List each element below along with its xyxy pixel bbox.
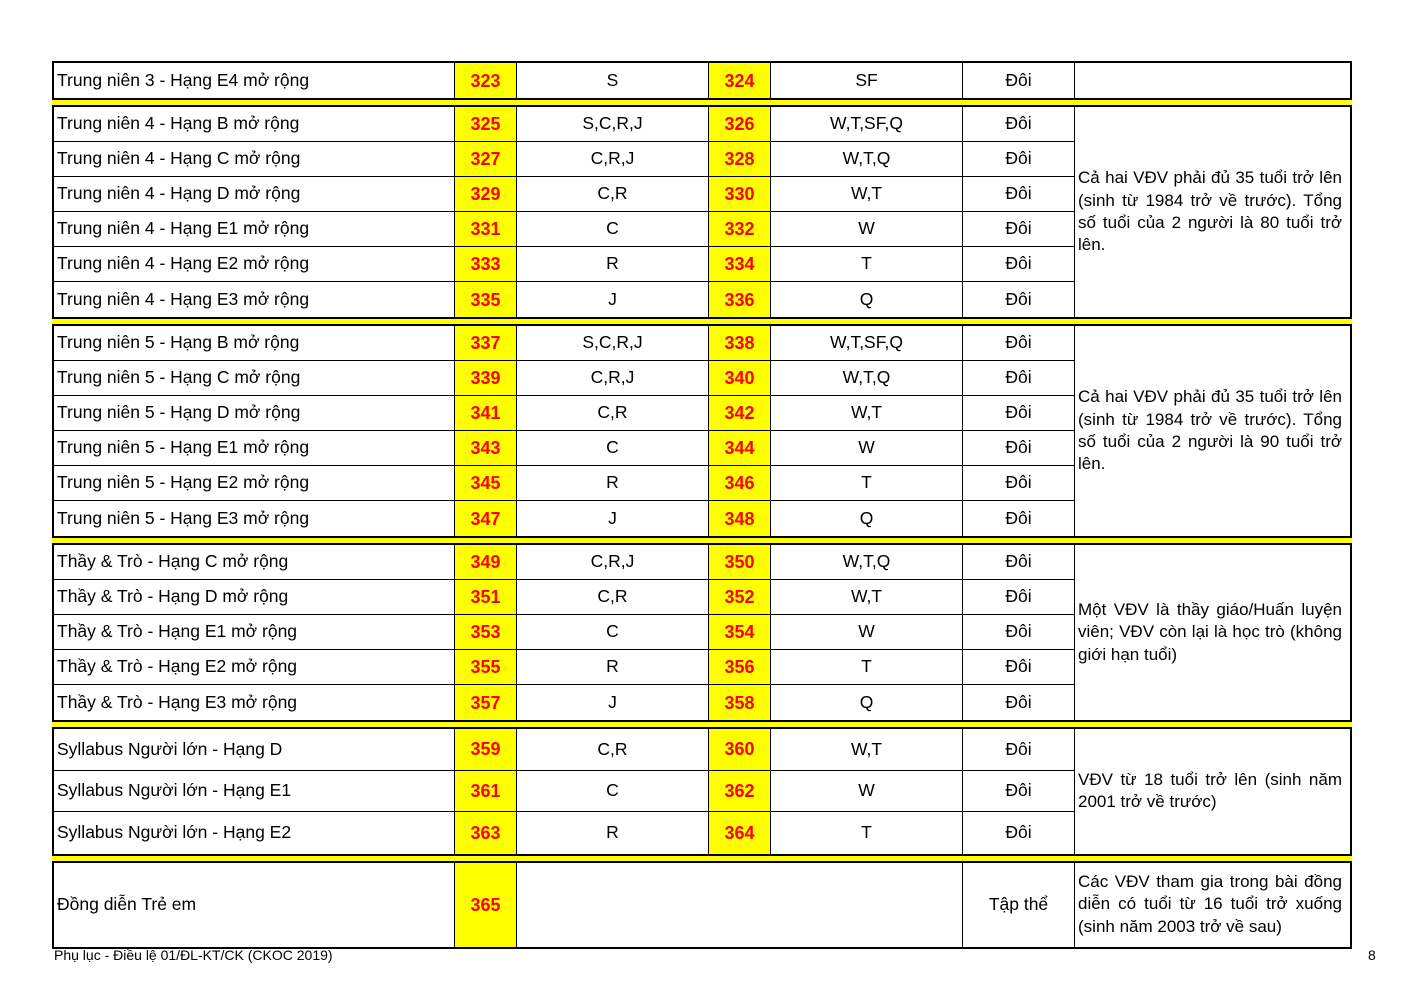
event-name: Thầy & Trò - Hạng E1 mở rộng — [54, 615, 455, 650]
dance-list: J — [517, 282, 709, 317]
table-row — [54, 396, 1074, 431]
eligibility-note: Một VĐV là thầy giáo/Huấn luyện viên; VĐV còn lại là học trò (không giới hạn tuổi) — [1074, 545, 1350, 720]
event-type: Đôi — [963, 142, 1074, 177]
dance-list-2: W,T,Q — [771, 142, 963, 177]
event-name: Thầy & Trò - Hạng E3 mở rộng — [54, 685, 455, 720]
event-name: Trung niên 5 - Hạng B mở rộng — [54, 326, 455, 361]
table-row — [54, 107, 1074, 142]
eligibility-note: Cả hai VĐV phải đủ 35 tuổi trở lên (sinh từ 1984 trở về trước). Tổng số tuổi của 2 người là 90 tuổi trở lên. — [1074, 326, 1350, 536]
event-rows — [54, 63, 1074, 98]
event-type: Đôi — [1005, 822, 1032, 842]
dance-list-2: W,T,SF,Q — [771, 107, 963, 142]
event-code: 365 — [455, 863, 517, 947]
dance-list: C,R,J — [517, 142, 709, 177]
table-row — [54, 212, 1074, 247]
dance-list: R — [517, 466, 709, 501]
event-code: 323 — [455, 63, 517, 98]
event-type: Đôi — [963, 431, 1074, 466]
table-row — [54, 177, 1074, 212]
table-row — [54, 142, 1074, 177]
event-type: Đôi — [963, 247, 1074, 282]
event-name: Trung niên 3 - Hạng E4 mở rộng — [54, 63, 455, 98]
event-name: Trung niên 5 - Hạng C mở rộng — [54, 361, 455, 396]
event-name: Đồng diễn Trẻ em — [54, 863, 455, 947]
dance-list: C — [517, 615, 709, 650]
table-row — [54, 361, 1074, 396]
dance-list-2: W — [771, 615, 963, 650]
dance-list-2: W — [771, 771, 963, 813]
table-row — [54, 247, 1074, 282]
event-group — [52, 729, 1352, 854]
event-name: Trung niên 5 - Hạng E2 mở rộng — [54, 466, 455, 501]
table-row — [54, 545, 1074, 580]
event-code: 353 — [455, 615, 517, 650]
dance-list-2: W,T — [771, 177, 963, 212]
event-group — [52, 63, 1352, 98]
eligibility-note: Cả hai VĐV phải đủ 35 tuổi trở lên (sinh từ 1984 trở về trước). Tổng số tuổi của 2 người là 80 tuổi trở lên. — [1074, 107, 1350, 317]
event-code-2: 358 — [709, 685, 771, 720]
event-name: Syllabus Người lớn - Hạng D — [54, 729, 455, 771]
dance-list-2: W,T — [771, 396, 963, 431]
event-group — [52, 545, 1352, 720]
event-type: Đôi — [963, 212, 1074, 247]
event-rows — [54, 729, 1074, 854]
table-row — [54, 729, 1074, 771]
event-type: Đôi — [963, 729, 1074, 771]
dance-list: J — [517, 501, 709, 536]
event-type: Đôi — [1005, 691, 1032, 712]
group-separator — [52, 98, 1352, 107]
dance-list-2: SF — [771, 63, 963, 98]
event-name: Thầy & Trò - Hạng C mở rộng — [54, 545, 455, 580]
event-type: Đôi — [963, 545, 1074, 580]
event-code-2: 360 — [709, 729, 771, 771]
event-group — [52, 326, 1352, 536]
dance-list-2: T — [771, 812, 963, 854]
dance-list-2: W,T — [771, 580, 963, 615]
event-name: Thầy & Trò - Hạng E2 mở rộng — [54, 650, 455, 685]
group-separator — [52, 536, 1352, 545]
dance-list-2: W,T,Q — [771, 361, 963, 396]
event-rows — [54, 326, 1074, 536]
eligibility-note — [1074, 63, 1350, 98]
dance-list: R — [517, 650, 709, 685]
dance-list-2: W — [771, 212, 963, 247]
dance-list-2: Q — [771, 501, 963, 536]
event-code-2: 346 — [709, 466, 771, 501]
table-row — [54, 580, 1074, 615]
event-code: 343 — [455, 431, 517, 466]
page-number: 8 — [1368, 947, 1376, 963]
event-code-2: 326 — [709, 107, 771, 142]
event-code: 359 — [455, 729, 517, 771]
event-type: Đôi — [963, 396, 1074, 431]
event-code: 327 — [455, 142, 517, 177]
dance-list: C — [517, 431, 709, 466]
dance-list: S,C,R,J — [517, 326, 709, 361]
event-code-2: 342 — [709, 396, 771, 431]
table-row — [54, 431, 1074, 466]
dance-list: S,C,R,J — [517, 107, 709, 142]
event-code: 357 — [455, 685, 517, 720]
event-code-2: 336 — [709, 282, 771, 317]
event-name: Trung niên 4 - Hạng E2 mở rộng — [54, 247, 455, 282]
event-code-2: 334 — [709, 247, 771, 282]
event-code: 325 — [455, 107, 517, 142]
event-code-2: 352 — [709, 580, 771, 615]
event-code: 347 — [455, 501, 517, 536]
event-rows — [54, 863, 1074, 947]
event-group — [52, 863, 1352, 947]
event-code-2: 338 — [709, 326, 771, 361]
event-code-2: 324 — [709, 63, 771, 98]
dance-list-2: T — [771, 466, 963, 501]
event-code-2: 332 — [709, 212, 771, 247]
table-row — [54, 326, 1074, 361]
eligibility-note: VĐV từ 18 tuổi trở lên (sinh năm 2001 trở về trước) — [1074, 729, 1350, 854]
event-name: Thầy & Trò - Hạng D mở rộng — [54, 580, 455, 615]
event-code-2: 362 — [709, 771, 771, 813]
dance-list-2: Q — [771, 685, 963, 720]
dance-list: R — [517, 247, 709, 282]
event-code: 355 — [455, 650, 517, 685]
event-code-2: 354 — [709, 615, 771, 650]
event-type: Tập thể — [988, 893, 1049, 914]
event-type: Đôi — [963, 177, 1074, 212]
event-name: Trung niên 5 - Hạng E1 mở rộng — [54, 431, 455, 466]
event-code-2: 328 — [709, 142, 771, 177]
event-code-2: 364 — [709, 812, 771, 854]
dance-list: C,R,J — [517, 361, 709, 396]
event-group — [52, 107, 1352, 317]
event-type: Đôi — [963, 650, 1074, 685]
dance-list: C — [517, 212, 709, 247]
dance-list-2: T — [771, 650, 963, 685]
dance-list: C,R — [517, 177, 709, 212]
event-type: Đôi — [1005, 288, 1032, 309]
dance-list: S — [517, 63, 709, 98]
event-code: 349 — [455, 545, 517, 580]
event-name: Trung niên 4 - Hạng D mở rộng — [54, 177, 455, 212]
event-type: Đôi — [963, 107, 1074, 142]
event-code-2: 330 — [709, 177, 771, 212]
table-row — [54, 466, 1074, 501]
table-row — [54, 282, 1074, 317]
event-type: Đôi — [963, 615, 1074, 650]
event-code: 333 — [455, 247, 517, 282]
event-code: 345 — [455, 466, 517, 501]
table-row — [54, 812, 1074, 854]
event-type: Đôi — [963, 580, 1074, 615]
event-code: 337 — [455, 326, 517, 361]
dance-list-2: T — [771, 247, 963, 282]
event-code: 341 — [455, 396, 517, 431]
dance-list-2: W,T,SF,Q — [771, 326, 963, 361]
eligibility-note: Các VĐV tham gia trong bài đồng diễn có tuổi từ 16 tuổi trở xuống (sinh năm 2003 trở về sau) — [1074, 863, 1350, 947]
event-code: 363 — [455, 812, 517, 854]
table-row — [54, 63, 1074, 98]
dance-list: C,R — [517, 580, 709, 615]
dance-list-2: W,T — [771, 729, 963, 771]
empty-merged-cell — [517, 863, 963, 947]
dance-list-2: W — [771, 431, 963, 466]
event-code-2: 340 — [709, 361, 771, 396]
dance-list-2: Q — [771, 282, 963, 317]
dance-list: C,R,J — [517, 545, 709, 580]
event-name: Trung niên 5 - Hạng D mở rộng — [54, 396, 455, 431]
table-row — [54, 501, 1074, 536]
table-row — [54, 650, 1074, 685]
event-code: 361 — [455, 771, 517, 813]
event-type: Đôi — [963, 361, 1074, 396]
dance-list: C,R — [517, 729, 709, 771]
event-name: Trung niên 5 - Hạng E3 mở rộng — [54, 501, 455, 536]
event-code-2: 356 — [709, 650, 771, 685]
group-separator — [52, 720, 1352, 729]
event-name: Trung niên 4 - Hạng E3 mở rộng — [54, 282, 455, 317]
event-type: Đôi — [963, 326, 1074, 361]
event-type: Đôi — [963, 771, 1074, 813]
group-separator — [52, 317, 1352, 326]
event-code-2: 348 — [709, 501, 771, 536]
event-name: Trung niên 4 - Hạng E1 mở rộng — [54, 212, 455, 247]
event-name: Trung niên 4 - Hạng B mở rộng — [54, 107, 455, 142]
event-name: Trung niên 4 - Hạng C mở rộng — [54, 142, 455, 177]
event-name: Syllabus Người lớn - Hạng E2 — [54, 812, 455, 854]
table-row — [54, 615, 1074, 650]
dance-list-2: W,T,Q — [771, 545, 963, 580]
event-type: Đôi — [963, 466, 1074, 501]
event-code: 329 — [455, 177, 517, 212]
dance-list: R — [517, 812, 709, 854]
event-table — [52, 61, 1352, 949]
footer-reference: Phụ lục - Điều lệ 01/ĐL-KT/CK (CKOC 2019) — [54, 947, 333, 963]
event-code: 335 — [455, 282, 517, 317]
event-code: 351 — [455, 580, 517, 615]
event-code: 331 — [455, 212, 517, 247]
event-name: Syllabus Người lớn - Hạng E1 — [54, 771, 455, 813]
event-code-2: 344 — [709, 431, 771, 466]
event-rows — [54, 545, 1074, 720]
event-code-2: 350 — [709, 545, 771, 580]
table-row — [54, 863, 1074, 947]
dance-list: C — [517, 771, 709, 813]
event-type: Đôi — [1005, 507, 1032, 528]
table-row — [54, 685, 1074, 720]
event-code: 339 — [455, 361, 517, 396]
dance-list: C,R — [517, 396, 709, 431]
dance-list: J — [517, 685, 709, 720]
group-separator — [52, 854, 1352, 863]
table-row — [54, 771, 1074, 813]
event-type: Đôi — [1005, 69, 1032, 90]
event-rows — [54, 107, 1074, 317]
